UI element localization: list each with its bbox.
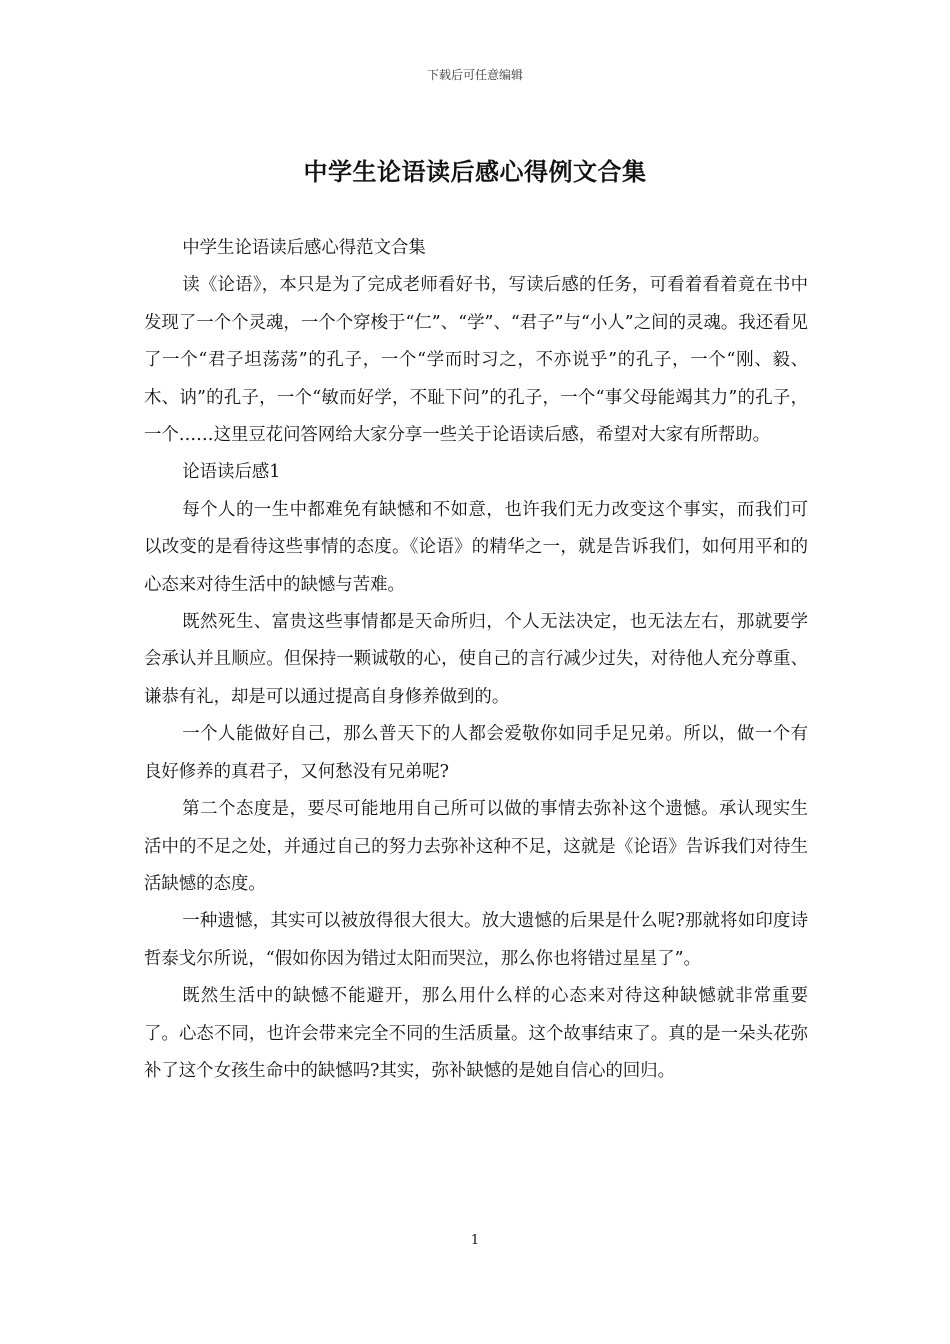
page-header-note: 下载后可任意编辑 [426,68,523,82]
section-heading: 论语读后感1 [182,462,281,483]
document-title: 中学生论语读后感心得例文合集 [303,157,647,186]
page-number: 1 [470,1233,480,1248]
body-paragraph: 一个人能做好自己，那么普天下的人都会爱敬你如同手足兄弟。所以，做一个有良好修养的真君子，又何愁没有兄弟呢? [144,724,808,782]
body-paragraph: 一种遗憾，其实可以被放得很大很大。放大遗憾的后果是什么呢?那就将如印度诗哲泰戈尔所说，“假如你因为错过太阳而哭泣，那么你也将错过星星了”。 [144,911,808,969]
intro-paragraph: 读《论语》，本只是为了完成老师看好书，写读后感的任务，可看着看着竟在书中发现了一个个灵魂，一个个穿梭于“仁”、“学”、“君子”与“小人”之间的灵魂。我还看见了一个“君子坦荡荡”的孔子，一个“学而时习之，不亦说乎”的孔子，一个“刚、毅、木、讷”的孔子，一个“敏而好学，不耻下问”的孔子，一个“事父母能竭其力”的孔子，一个……这里豆花问答网给大家分享一些关于论语读后感，希望对大家有所帮助。 [144,275,808,446]
document-body [144,230,808,1090]
body-paragraph: 既然生活中的缺憾不能避开，那么用什么样的心态来对待这种缺憾就非常重要了。心态不同，也许会带来完全不同的生活质量。这个故事结束了。真的是一朵头花弥补了这个女孩生命中的缺憾吗?其实，弥补缺憾的是她自信心的回归。 [144,986,808,1081]
body-paragraph: 既然死生、富贵这些事情都是天命所归，个人无法决定，也无法左右，那就要学会承认并且顺应。但保持一颗诚敬的心，使自己的言行减少过失，对待他人充分尊重、谦恭有礼，却是可以通过提高自身修养做到的。 [144,612,808,707]
subtitle-paragraph: 中学生论语读后感心得范文合集 [182,238,426,258]
body-paragraph: 第二个态度是，要尽可能地用自己所可以做的事情去弥补这个遗憾。承认现实生活中的不足之处，并通过自己的努力去弥补这种不足，这就是《论语》告诉我们对待生活缺憾的态度。 [144,799,808,894]
body-paragraph: 每个人的一生中都难免有缺憾和不如意，也许我们无力改变这个事实，而我们可以改变的是看待这些事情的态度。《论语》的精华之一，就是告诉我们，如何用平和的心态来对待生活中的缺憾与苦难。 [144,499,808,595]
